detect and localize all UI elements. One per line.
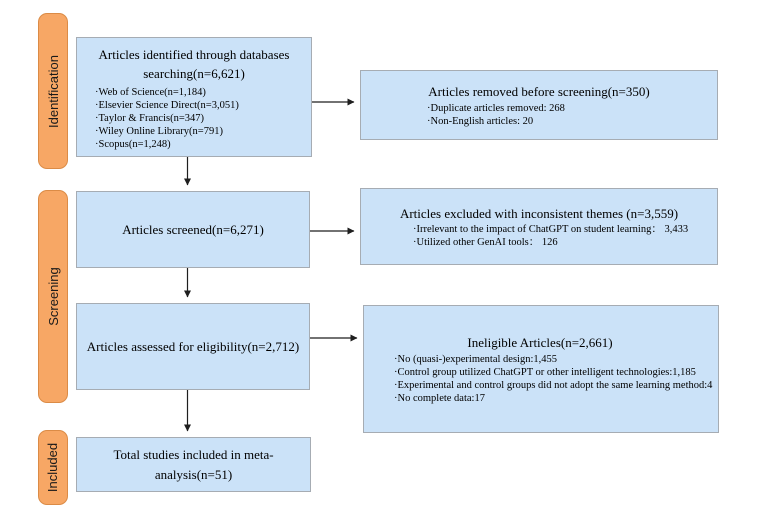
stage-screening-label: Screening xyxy=(45,267,61,326)
list-item: ·Wiley Online Library(n=791) xyxy=(95,125,223,137)
identification-box-title: Articles identified through databases searching(n=6,621) xyxy=(98,46,290,81)
included-box xyxy=(76,437,311,492)
ineligible-box-title: Ineligible Articles(n=2,661) xyxy=(467,334,613,350)
list-item: ·Duplicate articles removed: 268 xyxy=(427,102,565,114)
list-item: ·Utilized other GenAI tools： 126 xyxy=(413,237,558,249)
identification-box xyxy=(76,37,312,157)
screened-box xyxy=(76,191,310,268)
excluded-box-list xyxy=(365,223,713,249)
list-item: ·Experimental and control groups did not adopt the same learning method:4 xyxy=(394,380,713,392)
stage-identification-label: Identification xyxy=(45,54,61,128)
list-item: ·Taylor & Francis(n=347) xyxy=(95,112,204,124)
eligibility-box-title: Articles assessed for eligibility(n=2,712) xyxy=(86,338,300,354)
list-item: ·Irrelevant to the impact of ChatGPT on student learning： 3,433 xyxy=(413,224,689,236)
removed-box-title: Articles removed before screening(n=350) xyxy=(428,84,650,100)
included-box-title: Total studies included in meta-analysis(n=51) xyxy=(113,447,274,482)
excluded-box xyxy=(360,188,718,265)
stage-included xyxy=(38,430,68,505)
stage-identification xyxy=(38,13,68,169)
stage-screening xyxy=(38,190,68,403)
list-item: ·Web of Science(n=1,184) xyxy=(95,86,206,98)
removed-box xyxy=(360,70,718,140)
screened-box-title: Articles screened(n=6,271) xyxy=(122,221,264,237)
list-item: ·Elsevier Science Direct(n=3,051) xyxy=(95,99,239,111)
list-item: ·Control group utilized ChatGPT or other intelligent technologies:1,185 xyxy=(394,367,696,379)
eligibility-box xyxy=(76,303,310,390)
list-item: ·No (quasi-)experimental design:1,455 xyxy=(394,354,557,366)
list-item: ·Scopus(n=1,248) xyxy=(95,138,171,150)
list-item: ·No complete data:17 xyxy=(394,393,485,405)
list-item: ·Non-English articles: 20 xyxy=(427,115,534,127)
stage-included-label: Included xyxy=(45,442,61,493)
excluded-box-title: Articles excluded with inconsistent themes (n=3,559) xyxy=(399,205,679,221)
removed-box-list xyxy=(365,102,713,128)
ineligible-box-list xyxy=(364,353,716,405)
identification-box-list xyxy=(83,86,305,151)
ineligible-box xyxy=(363,305,719,433)
